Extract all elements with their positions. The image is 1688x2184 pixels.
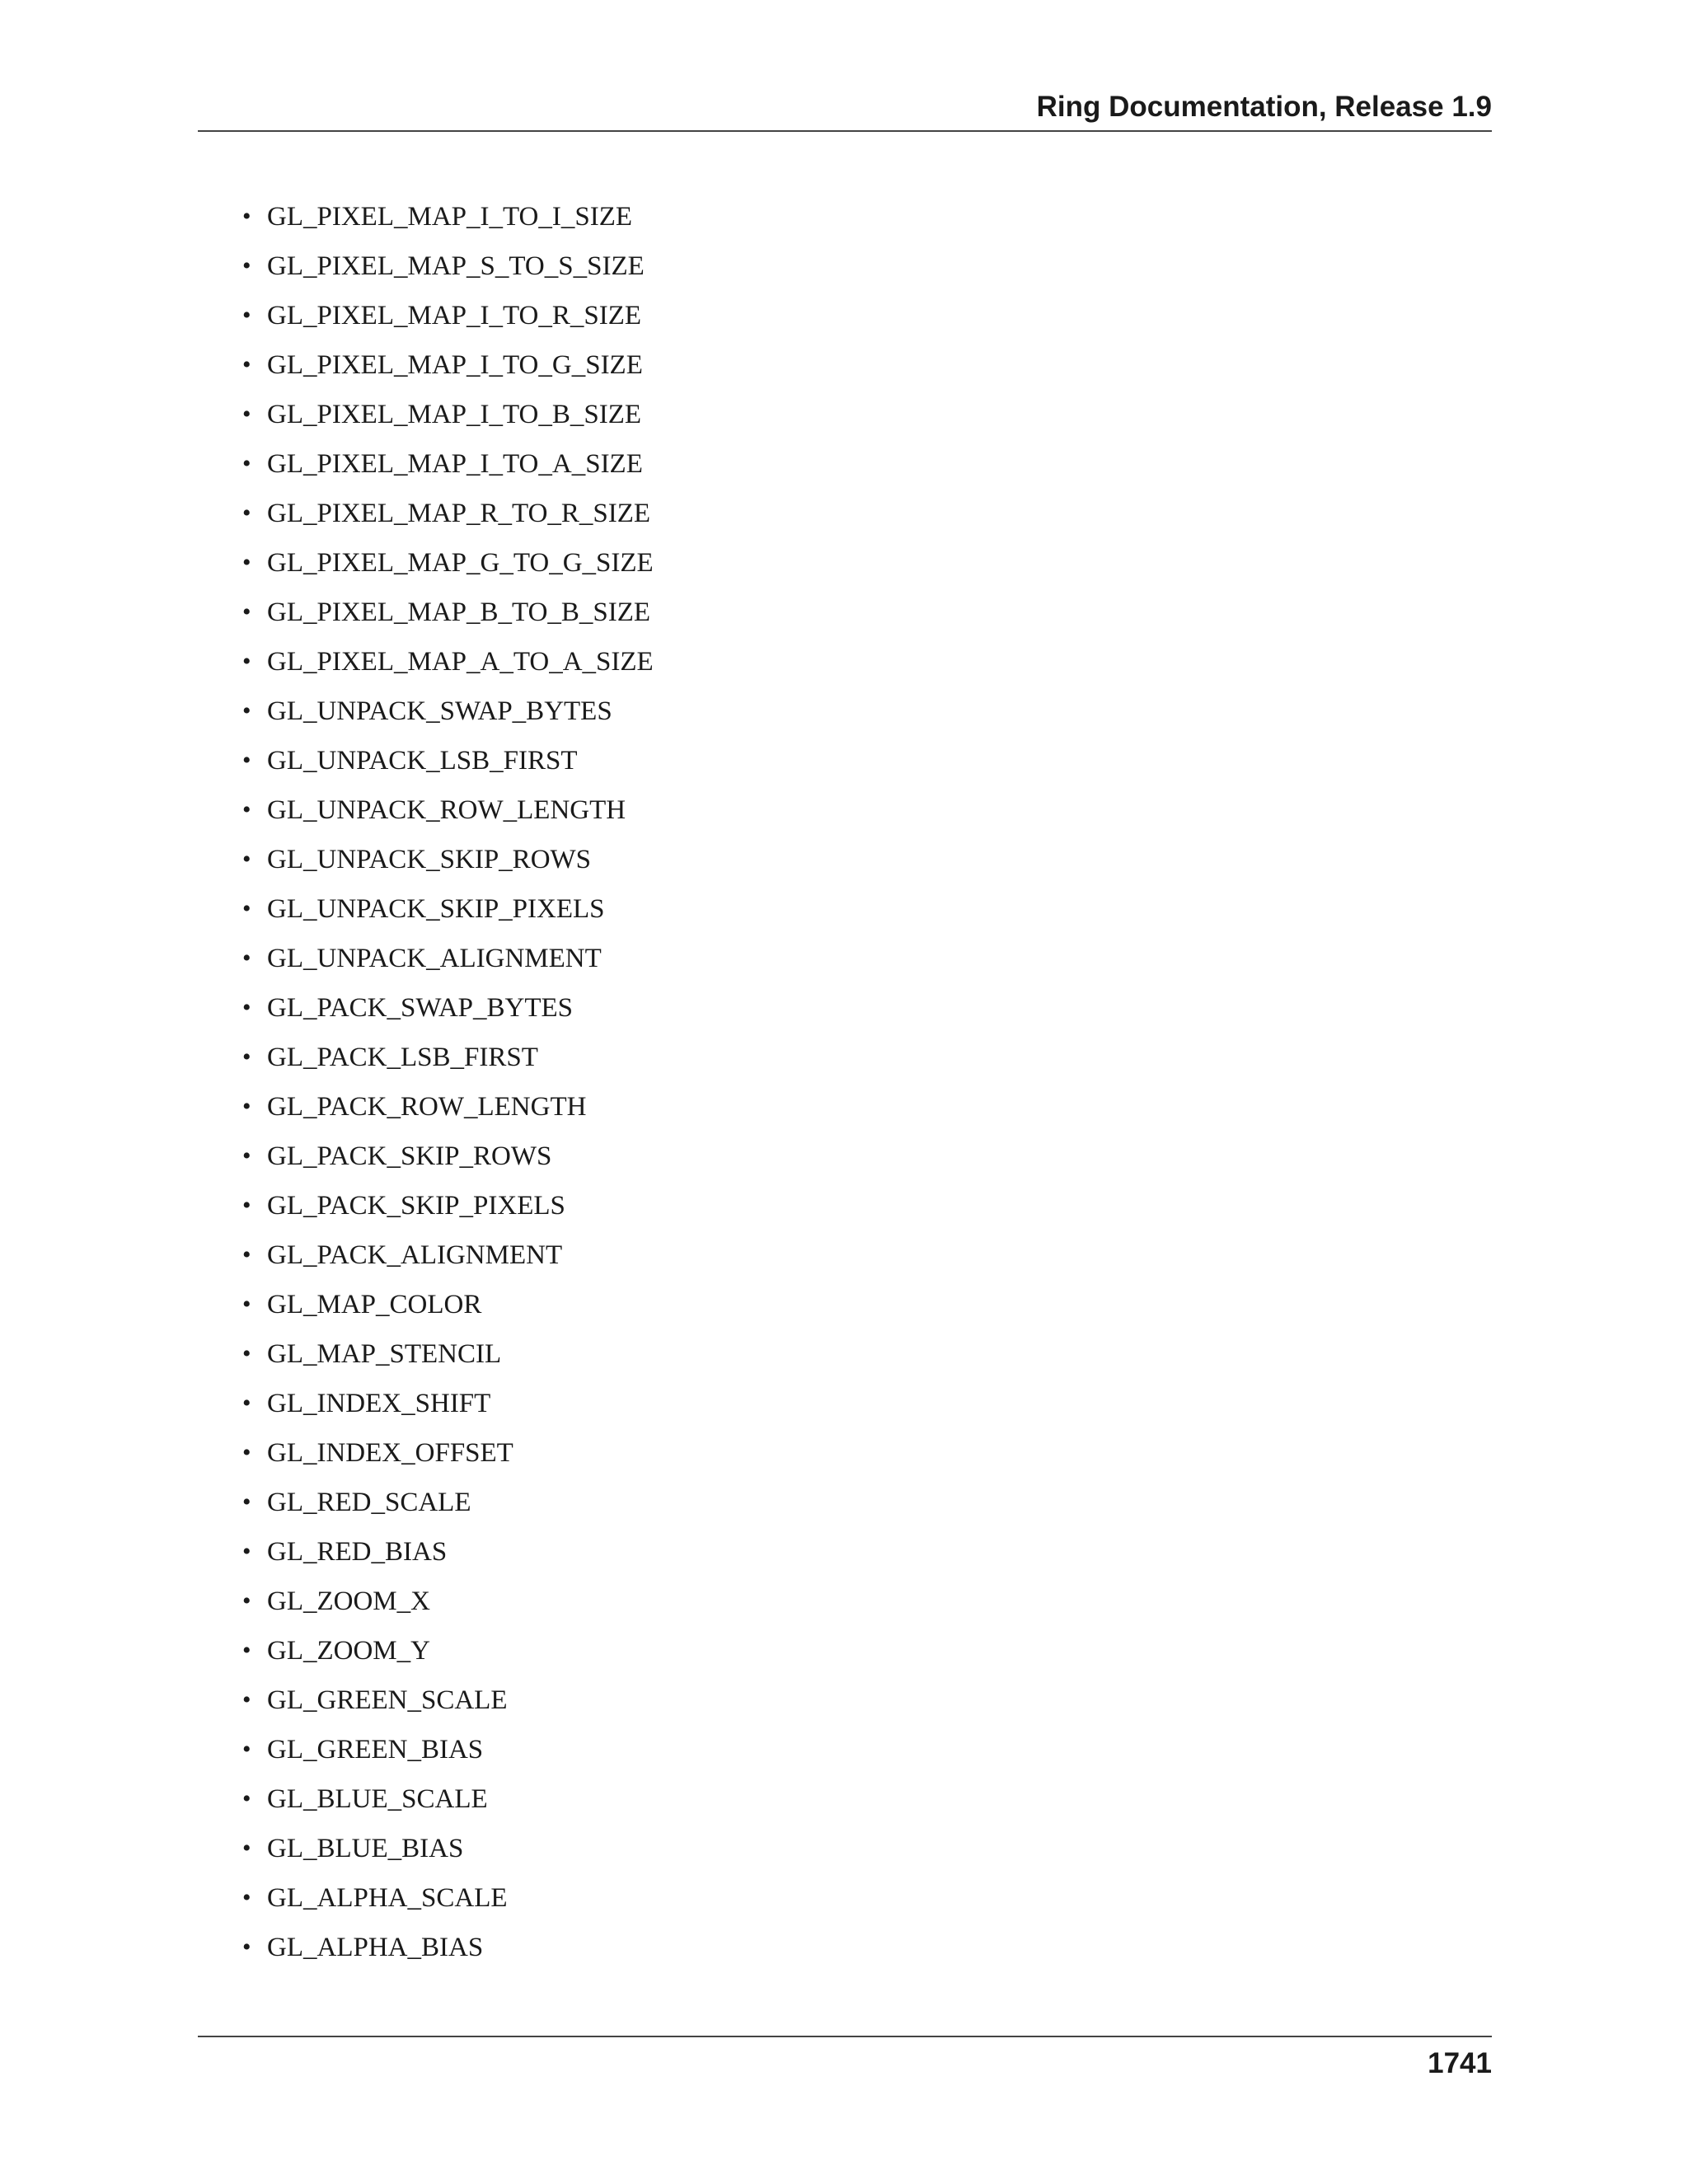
- list-item: [242, 736, 654, 785]
- list-item-text: GL_PACK_LSB_FIRST: [267, 1043, 538, 1072]
- list-item: [242, 1626, 654, 1675]
- list-item: [242, 884, 654, 934]
- list-item: [242, 1329, 654, 1379]
- list-item: [242, 588, 654, 637]
- list-item-text: GL_RED_BIAS: [267, 1537, 448, 1567]
- bullet-icon: •: [242, 1884, 251, 1911]
- list-item-text: GL_PIXEL_MAP_I_TO_B_SIZE: [267, 400, 642, 429]
- list-item: [242, 1230, 654, 1280]
- bullet-icon: •: [242, 796, 251, 823]
- list-item-text: GL_GREEN_BIAS: [267, 1735, 484, 1765]
- list-item: [242, 1379, 654, 1428]
- list-item-text: GL_BLUE_SCALE: [267, 1784, 488, 1814]
- bullet-icon: •: [242, 351, 251, 378]
- list-item: [242, 439, 654, 489]
- list-item: [242, 1577, 654, 1626]
- list-item-text: GL_ZOOM_X: [267, 1586, 430, 1616]
- bullet-icon: •: [242, 252, 251, 279]
- list-item: [242, 1132, 654, 1181]
- list-item: [242, 785, 654, 835]
- bullet-icon: •: [242, 1192, 251, 1219]
- list-item-text: GL_PACK_SKIP_PIXELS: [267, 1191, 565, 1221]
- list-item: [242, 1280, 654, 1329]
- running-footer: [198, 2036, 1492, 2095]
- list-item: [242, 637, 654, 687]
- list-item-text: GL_PACK_ROW_LENGTH: [267, 1092, 587, 1122]
- list-item: [242, 291, 654, 340]
- list-item-text: GL_INDEX_SHIFT: [267, 1389, 491, 1418]
- list-item-text: GL_PIXEL_MAP_I_TO_G_SIZE: [267, 350, 643, 380]
- list-item-text: GL_UNPACK_SKIP_PIXELS: [267, 894, 605, 924]
- bullet-icon: •: [242, 846, 251, 873]
- list-item: [242, 1675, 654, 1725]
- list-item-text: GL_BLUE_BIAS: [267, 1834, 464, 1863]
- constant-list: [242, 192, 654, 1972]
- list-item: [242, 1725, 654, 1774]
- bullet-icon: •: [242, 1390, 251, 1417]
- bullet-icon: •: [242, 1340, 251, 1367]
- list-item-text: GL_PIXEL_MAP_G_TO_G_SIZE: [267, 548, 654, 578]
- bullet-icon: •: [242, 401, 251, 428]
- list-item-text: GL_UNPACK_ALIGNMENT: [267, 944, 602, 973]
- list-item: [242, 1873, 654, 1923]
- list-item-text: GL_PACK_SWAP_BYTES: [267, 993, 574, 1023]
- bullet-icon: •: [242, 302, 251, 329]
- bullet-icon: •: [242, 1142, 251, 1169]
- list-item: [242, 1824, 654, 1873]
- list-item-text: GL_RED_SCALE: [267, 1488, 471, 1517]
- page-number: 1741: [1428, 2047, 1492, 2079]
- list-item: [242, 1527, 654, 1577]
- list-item: [242, 1923, 654, 1972]
- bullet-icon: •: [242, 1439, 251, 1466]
- list-item-text: GL_UNPACK_LSB_FIRST: [267, 746, 578, 776]
- bullet-icon: •: [242, 450, 251, 477]
- list-item-text: GL_PIXEL_MAP_I_TO_R_SIZE: [267, 301, 642, 330]
- list-item-text: GL_PIXEL_MAP_B_TO_B_SIZE: [267, 598, 651, 627]
- bullet-icon: •: [242, 1785, 251, 1812]
- list-item-text: GL_UNPACK_ROW_LENGTH: [267, 795, 626, 825]
- list-item: [242, 192, 654, 241]
- bullet-icon: •: [242, 598, 251, 626]
- list-item-text: GL_ALPHA_SCALE: [267, 1883, 508, 1913]
- bullet-icon: •: [242, 1241, 251, 1268]
- bullet-icon: •: [242, 1835, 251, 1862]
- list-item-text: GL_PIXEL_MAP_S_TO_S_SIZE: [267, 251, 645, 281]
- list-item: [242, 1033, 654, 1082]
- list-item-text: GL_MAP_STENCIL: [267, 1339, 502, 1369]
- list-item-text: GL_MAP_COLOR: [267, 1290, 482, 1319]
- bullet-icon: •: [242, 944, 251, 972]
- bullet-icon: •: [242, 1736, 251, 1763]
- bullet-icon: •: [242, 994, 251, 1021]
- list-item: [242, 1082, 654, 1132]
- bullet-icon: •: [242, 1587, 251, 1615]
- bullet-icon: •: [242, 1538, 251, 1565]
- list-item: [242, 1181, 654, 1230]
- list-item-text: GL_GREEN_SCALE: [267, 1685, 508, 1715]
- list-item: [242, 687, 654, 736]
- bullet-icon: •: [242, 747, 251, 774]
- list-item-text: GL_PIXEL_MAP_I_TO_A_SIZE: [267, 449, 643, 479]
- bullet-icon: •: [242, 1637, 251, 1664]
- list-item-text: GL_UNPACK_SWAP_BYTES: [267, 696, 612, 726]
- bullet-icon: •: [242, 1686, 251, 1713]
- list-item: [242, 1478, 654, 1527]
- document-title: Ring Documentation, Release 1.9: [1036, 91, 1492, 123]
- list-item-text: GL_INDEX_OFFSET: [267, 1438, 513, 1468]
- list-item: [242, 835, 654, 884]
- bullet-icon: •: [242, 549, 251, 576]
- list-item: [242, 489, 654, 538]
- list-item-text: GL_PACK_ALIGNMENT: [267, 1240, 563, 1270]
- list-item-text: GL_PIXEL_MAP_A_TO_A_SIZE: [267, 647, 654, 677]
- bullet-icon: •: [242, 203, 251, 230]
- list-item: [242, 1428, 654, 1478]
- bullet-icon: •: [242, 697, 251, 724]
- list-item-text: GL_PIXEL_MAP_I_TO_I_SIZE: [267, 202, 633, 232]
- bullet-icon: •: [242, 1043, 251, 1071]
- bullet-icon: •: [242, 1291, 251, 1318]
- list-item: [242, 934, 654, 983]
- list-item-text: GL_ZOOM_Y: [267, 1636, 430, 1666]
- bullet-icon: •: [242, 1933, 251, 1961]
- list-item: [242, 1774, 654, 1824]
- list-item: [242, 390, 654, 439]
- list-item-text: GL_PIXEL_MAP_R_TO_R_SIZE: [267, 499, 651, 528]
- list-item-text: GL_PACK_SKIP_ROWS: [267, 1141, 552, 1171]
- running-header: [198, 89, 1492, 132]
- bullet-icon: •: [242, 1093, 251, 1120]
- list-item-text: GL_ALPHA_BIAS: [267, 1933, 484, 1962]
- list-item: [242, 340, 654, 390]
- bullet-icon: •: [242, 648, 251, 675]
- bullet-icon: •: [242, 1488, 251, 1516]
- list-item: [242, 983, 654, 1033]
- list-item-text: GL_UNPACK_SKIP_ROWS: [267, 845, 592, 874]
- list-item: [242, 241, 654, 291]
- list-item: [242, 538, 654, 588]
- bullet-icon: •: [242, 499, 251, 527]
- bullet-icon: •: [242, 895, 251, 922]
